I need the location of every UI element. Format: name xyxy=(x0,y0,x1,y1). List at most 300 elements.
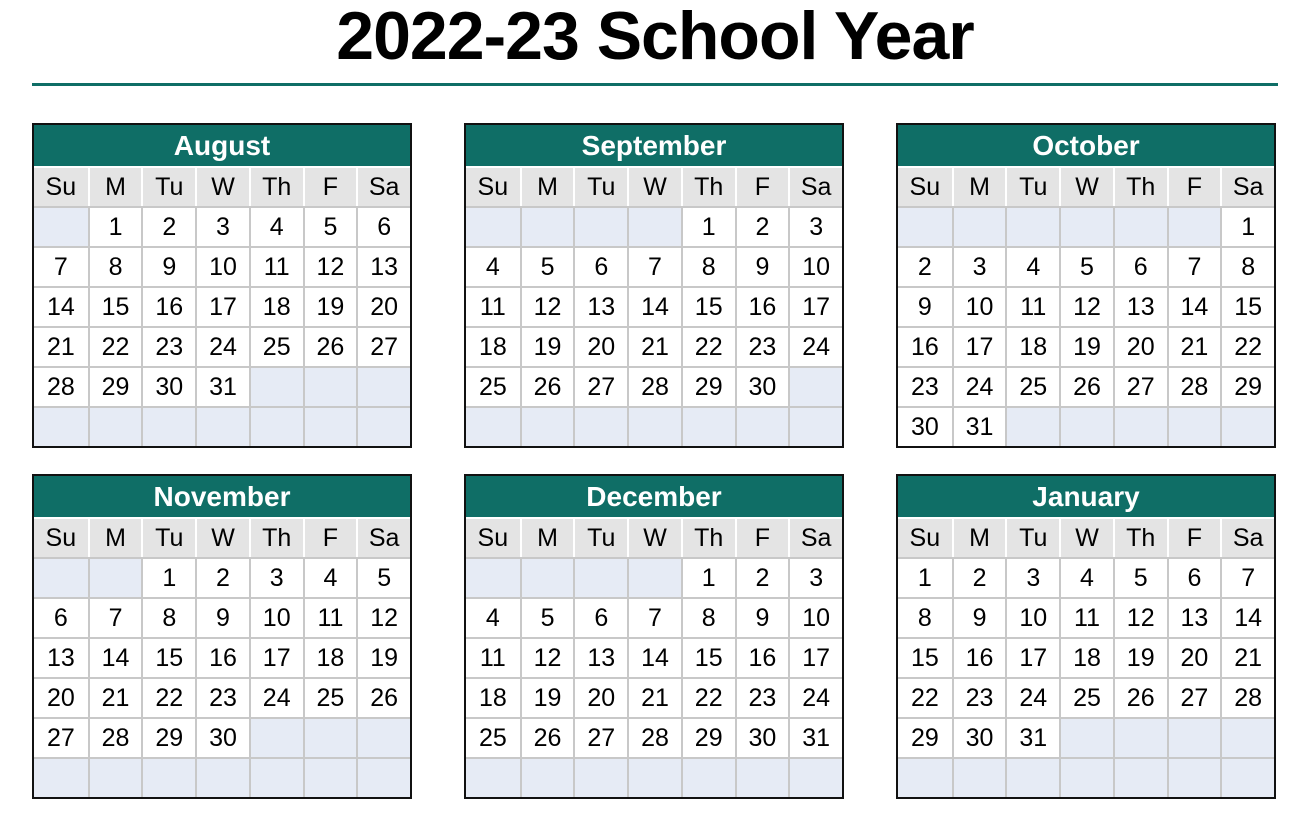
day-cell: 11 xyxy=(466,288,520,326)
empty-day-cell xyxy=(88,408,142,446)
month-weeks xyxy=(466,206,842,446)
day-cell: 24 xyxy=(952,368,1006,406)
empty-day-cell xyxy=(788,408,842,446)
week-row xyxy=(34,326,410,366)
weekday-label: M xyxy=(88,168,142,206)
weekday-label: Su xyxy=(477,524,509,552)
day-cell: 25 xyxy=(1059,679,1113,717)
day-cell: 22 xyxy=(141,679,195,717)
day-cell: 21 xyxy=(1220,639,1274,677)
day-cell: 24 xyxy=(788,328,842,366)
weekday-label: F xyxy=(735,519,789,557)
day-cell: 29 xyxy=(898,719,952,757)
day-cell: 30 xyxy=(735,719,789,757)
day-cell: 20 xyxy=(34,679,88,717)
month-weeks xyxy=(34,206,410,446)
month-name: December xyxy=(466,476,842,517)
day-cell: 24 xyxy=(195,328,249,366)
day-cell: 15 xyxy=(141,639,195,677)
week-row xyxy=(898,406,1274,446)
weekday-label: Th xyxy=(681,519,735,557)
day-cell: 27 xyxy=(1113,368,1167,406)
day-cell: 21 xyxy=(627,679,681,717)
day-cell: 16 xyxy=(735,639,789,677)
day-cell: 10 xyxy=(195,248,249,286)
day-cell: 29 xyxy=(681,719,735,757)
weekday-label: Tu xyxy=(1005,519,1059,557)
week-row xyxy=(34,757,410,797)
empty-day-cell xyxy=(34,759,88,797)
week-row xyxy=(466,406,842,446)
week-row xyxy=(34,366,410,406)
day-cell: 15 xyxy=(681,639,735,677)
day-cell: 2 xyxy=(952,559,1006,597)
day-cell: 8 xyxy=(1220,248,1274,286)
empty-day-cell xyxy=(1220,759,1274,797)
day-cell: 9 xyxy=(735,248,789,286)
day-cell: 21 xyxy=(34,328,88,366)
weekday-label: Tu xyxy=(1005,168,1059,206)
day-cell: 26 xyxy=(520,719,574,757)
week-row xyxy=(898,246,1274,286)
day-cell: 5 xyxy=(303,208,357,246)
day-cell: 29 xyxy=(681,368,735,406)
day-cell: 1 xyxy=(88,208,142,246)
weekday-label: W xyxy=(627,519,681,557)
weekday-label: F xyxy=(735,168,789,206)
empty-day-cell xyxy=(1167,408,1221,446)
weekday-label: F xyxy=(1167,168,1221,206)
day-cell: 8 xyxy=(898,599,952,637)
week-row xyxy=(898,366,1274,406)
day-cell: 15 xyxy=(1220,288,1274,326)
weekday-label: Su xyxy=(909,524,941,552)
day-cell: 31 xyxy=(788,719,842,757)
week-row xyxy=(466,286,842,326)
day-cell: 22 xyxy=(681,679,735,717)
day-cell: 17 xyxy=(195,288,249,326)
weekday-label: Sa xyxy=(1220,168,1274,206)
day-cell: 29 xyxy=(88,368,142,406)
day-cell: 23 xyxy=(141,328,195,366)
day-cell: 15 xyxy=(681,288,735,326)
day-cell: 12 xyxy=(520,639,574,677)
empty-day-cell xyxy=(520,208,574,246)
day-cell: 3 xyxy=(788,559,842,597)
month-calendar xyxy=(32,123,412,448)
day-cell: 21 xyxy=(1167,328,1221,366)
day-cell: 25 xyxy=(466,719,520,757)
week-row xyxy=(466,206,842,246)
day-cell: 13 xyxy=(573,288,627,326)
empty-day-cell xyxy=(466,408,520,446)
empty-day-cell xyxy=(34,559,88,597)
weekday-label: M xyxy=(952,519,1006,557)
day-cell: 1 xyxy=(1220,208,1274,246)
weekday-label: Th xyxy=(681,168,735,206)
month-weeks xyxy=(898,557,1274,797)
month-calendar xyxy=(32,474,412,799)
day-cell: 26 xyxy=(1059,368,1113,406)
day-cell: 14 xyxy=(1220,599,1274,637)
empty-day-cell xyxy=(466,208,520,246)
day-cell: 13 xyxy=(34,639,88,677)
day-cell: 10 xyxy=(788,248,842,286)
week-row xyxy=(34,677,410,717)
day-cell: 4 xyxy=(249,208,303,246)
day-cell: 19 xyxy=(1059,328,1113,366)
day-cell: 20 xyxy=(573,328,627,366)
weekday-label: F xyxy=(303,519,357,557)
day-cell: 3 xyxy=(1005,559,1059,597)
day-cell: 14 xyxy=(627,288,681,326)
empty-day-cell xyxy=(249,408,303,446)
day-cell: 27 xyxy=(1167,679,1221,717)
empty-day-cell xyxy=(735,759,789,797)
day-cell: 18 xyxy=(249,288,303,326)
day-cell: 31 xyxy=(1005,719,1059,757)
empty-day-cell xyxy=(627,759,681,797)
day-cell: 2 xyxy=(195,559,249,597)
weekday-label: W xyxy=(1059,168,1113,206)
empty-day-cell xyxy=(952,208,1006,246)
day-cell: 3 xyxy=(195,208,249,246)
day-cell: 5 xyxy=(1059,248,1113,286)
day-cell: 18 xyxy=(303,639,357,677)
day-cell: 10 xyxy=(1005,599,1059,637)
empty-day-cell xyxy=(303,368,357,406)
month-name: August xyxy=(34,125,410,166)
day-cell: 28 xyxy=(34,368,88,406)
day-cell: 21 xyxy=(627,328,681,366)
empty-day-cell xyxy=(1113,408,1167,446)
week-row xyxy=(34,206,410,246)
day-cell: 17 xyxy=(788,639,842,677)
empty-day-cell xyxy=(1005,759,1059,797)
empty-day-cell xyxy=(573,759,627,797)
day-cell: 17 xyxy=(788,288,842,326)
day-cell: 10 xyxy=(952,288,1006,326)
day-cell: 4 xyxy=(466,248,520,286)
day-cell: 7 xyxy=(627,248,681,286)
empty-day-cell xyxy=(520,408,574,446)
day-cell: 9 xyxy=(141,248,195,286)
day-cell: 11 xyxy=(249,248,303,286)
weekday-label: W xyxy=(627,168,681,206)
day-cell: 9 xyxy=(952,599,1006,637)
title-divider xyxy=(32,83,1278,86)
day-cell: 15 xyxy=(88,288,142,326)
week-row xyxy=(898,326,1274,366)
day-cell: 23 xyxy=(735,679,789,717)
empty-day-cell xyxy=(1220,408,1274,446)
day-cell: 6 xyxy=(573,599,627,637)
week-row xyxy=(466,757,842,797)
empty-day-cell xyxy=(735,408,789,446)
day-cell: 22 xyxy=(898,679,952,717)
day-cell: 29 xyxy=(141,719,195,757)
day-cell: 4 xyxy=(466,599,520,637)
day-cell: 13 xyxy=(573,639,627,677)
weekday-label: Su xyxy=(477,173,509,201)
empty-day-cell xyxy=(356,719,410,757)
empty-day-cell xyxy=(303,408,357,446)
day-cell: 30 xyxy=(952,719,1006,757)
day-cell: 14 xyxy=(1167,288,1221,326)
week-row xyxy=(34,557,410,597)
week-row xyxy=(34,637,410,677)
empty-day-cell xyxy=(1220,719,1274,757)
day-cell: 10 xyxy=(249,599,303,637)
day-cell: 19 xyxy=(303,288,357,326)
month-calendar xyxy=(464,474,844,799)
empty-day-cell xyxy=(466,559,520,597)
week-row xyxy=(466,597,842,637)
week-row xyxy=(34,597,410,637)
day-cell: 12 xyxy=(1059,288,1113,326)
empty-day-cell xyxy=(788,759,842,797)
month-name: November xyxy=(34,476,410,517)
day-cell: 24 xyxy=(1005,679,1059,717)
day-cell: 13 xyxy=(356,248,410,286)
weekday-label: W xyxy=(195,519,249,557)
day-cell: 3 xyxy=(249,559,303,597)
week-row xyxy=(898,206,1274,246)
weekday-header-row xyxy=(466,517,842,557)
day-cell: 26 xyxy=(303,328,357,366)
weekday-label: F xyxy=(303,168,357,206)
day-cell: 4 xyxy=(1005,248,1059,286)
empty-day-cell xyxy=(573,408,627,446)
day-cell: 23 xyxy=(735,328,789,366)
day-cell: 5 xyxy=(520,248,574,286)
empty-day-cell xyxy=(1059,759,1113,797)
weekday-label: Tu xyxy=(573,168,627,206)
empty-day-cell xyxy=(303,759,357,797)
day-cell: 28 xyxy=(627,719,681,757)
empty-day-cell xyxy=(520,559,574,597)
weekday-label: Sa xyxy=(356,168,410,206)
week-row xyxy=(466,677,842,717)
day-cell: 20 xyxy=(356,288,410,326)
empty-day-cell xyxy=(303,719,357,757)
day-cell: 12 xyxy=(356,599,410,637)
day-cell: 8 xyxy=(681,248,735,286)
weekday-label: M xyxy=(520,168,574,206)
day-cell: 13 xyxy=(1113,288,1167,326)
day-cell: 30 xyxy=(141,368,195,406)
empty-day-cell xyxy=(1167,208,1221,246)
day-cell: 26 xyxy=(520,368,574,406)
week-row xyxy=(898,637,1274,677)
day-cell: 15 xyxy=(898,639,952,677)
day-cell: 20 xyxy=(573,679,627,717)
day-cell: 22 xyxy=(88,328,142,366)
day-cell: 11 xyxy=(1005,288,1059,326)
day-cell: 7 xyxy=(1220,559,1274,597)
week-row xyxy=(466,326,842,366)
day-cell: 3 xyxy=(952,248,1006,286)
day-cell: 29 xyxy=(1220,368,1274,406)
empty-day-cell xyxy=(1059,408,1113,446)
day-cell: 28 xyxy=(627,368,681,406)
day-cell: 18 xyxy=(466,328,520,366)
empty-day-cell xyxy=(1167,759,1221,797)
page-title: 2022-23 School Year xyxy=(336,0,974,74)
empty-day-cell xyxy=(249,759,303,797)
weekday-label: Sa xyxy=(788,168,842,206)
day-cell: 7 xyxy=(34,248,88,286)
day-cell: 12 xyxy=(1113,599,1167,637)
month-calendar xyxy=(896,474,1276,799)
day-cell: 19 xyxy=(520,328,574,366)
empty-day-cell xyxy=(34,208,88,246)
day-cell: 6 xyxy=(573,248,627,286)
week-row xyxy=(466,557,842,597)
weekday-label: Tu xyxy=(141,168,195,206)
empty-day-cell xyxy=(1059,208,1113,246)
day-cell: 4 xyxy=(1059,559,1113,597)
week-row xyxy=(898,597,1274,637)
day-cell: 20 xyxy=(1167,639,1221,677)
empty-day-cell xyxy=(356,759,410,797)
day-cell: 27 xyxy=(34,719,88,757)
day-cell: 9 xyxy=(735,599,789,637)
day-cell: 3 xyxy=(788,208,842,246)
day-cell: 18 xyxy=(466,679,520,717)
day-cell: 14 xyxy=(34,288,88,326)
weekday-label: Tu xyxy=(573,519,627,557)
day-cell: 9 xyxy=(898,288,952,326)
day-cell: 7 xyxy=(627,599,681,637)
month-name: January xyxy=(898,476,1274,517)
empty-day-cell xyxy=(141,759,195,797)
day-cell: 12 xyxy=(520,288,574,326)
day-cell: 16 xyxy=(735,288,789,326)
weekday-label: Tu xyxy=(141,519,195,557)
weekday-header-row xyxy=(34,166,410,206)
day-cell: 18 xyxy=(1005,328,1059,366)
month-calendar xyxy=(464,123,844,448)
day-cell: 19 xyxy=(356,639,410,677)
day-cell: 25 xyxy=(1005,368,1059,406)
empty-day-cell xyxy=(1005,408,1059,446)
weekday-label: Th xyxy=(249,519,303,557)
day-cell: 1 xyxy=(141,559,195,597)
day-cell: 22 xyxy=(1220,328,1274,366)
week-row xyxy=(466,717,842,757)
week-row xyxy=(34,246,410,286)
weekday-label: Sa xyxy=(356,519,410,557)
day-cell: 5 xyxy=(356,559,410,597)
day-cell: 28 xyxy=(1220,679,1274,717)
empty-day-cell xyxy=(141,408,195,446)
day-cell: 25 xyxy=(466,368,520,406)
empty-day-cell xyxy=(1167,719,1221,757)
weekday-label: Th xyxy=(1113,168,1167,206)
weekday-label: M xyxy=(520,519,574,557)
day-cell: 16 xyxy=(898,328,952,366)
day-cell: 13 xyxy=(1167,599,1221,637)
empty-day-cell xyxy=(249,368,303,406)
day-cell: 17 xyxy=(952,328,1006,366)
month-name: October xyxy=(898,125,1274,166)
day-cell: 23 xyxy=(952,679,1006,717)
day-cell: 9 xyxy=(195,599,249,637)
weekday-label: W xyxy=(1059,519,1113,557)
day-cell: 6 xyxy=(1167,559,1221,597)
day-cell: 30 xyxy=(195,719,249,757)
empty-day-cell xyxy=(952,759,1006,797)
weekday-label: Th xyxy=(249,168,303,206)
empty-day-cell xyxy=(356,368,410,406)
empty-day-cell xyxy=(195,408,249,446)
empty-day-cell xyxy=(788,368,842,406)
day-cell: 23 xyxy=(195,679,249,717)
day-cell: 17 xyxy=(249,639,303,677)
weekday-header-row xyxy=(34,517,410,557)
day-cell: 28 xyxy=(88,719,142,757)
empty-day-cell xyxy=(195,759,249,797)
week-row xyxy=(466,366,842,406)
day-cell: 2 xyxy=(735,208,789,246)
empty-day-cell xyxy=(1113,759,1167,797)
empty-day-cell xyxy=(88,759,142,797)
day-cell: 27 xyxy=(356,328,410,366)
day-cell: 16 xyxy=(141,288,195,326)
day-cell: 17 xyxy=(1005,639,1059,677)
day-cell: 2 xyxy=(735,559,789,597)
week-row xyxy=(466,637,842,677)
empty-day-cell xyxy=(573,559,627,597)
day-cell: 2 xyxy=(141,208,195,246)
empty-day-cell xyxy=(520,759,574,797)
day-cell: 24 xyxy=(788,679,842,717)
empty-day-cell xyxy=(88,559,142,597)
month-weeks xyxy=(898,206,1274,446)
week-row xyxy=(466,246,842,286)
empty-day-cell xyxy=(1005,208,1059,246)
day-cell: 6 xyxy=(356,208,410,246)
weekday-label: Su xyxy=(909,173,941,201)
day-cell: 7 xyxy=(88,599,142,637)
day-cell: 5 xyxy=(520,599,574,637)
weekday-label: Su xyxy=(45,524,77,552)
weekday-label: M xyxy=(952,168,1006,206)
day-cell: 11 xyxy=(466,639,520,677)
day-cell: 30 xyxy=(898,408,952,446)
empty-day-cell xyxy=(1113,719,1167,757)
month-weeks xyxy=(466,557,842,797)
day-cell: 21 xyxy=(88,679,142,717)
day-cell: 24 xyxy=(249,679,303,717)
day-cell: 7 xyxy=(1167,248,1221,286)
day-cell: 6 xyxy=(1113,248,1167,286)
day-cell: 1 xyxy=(681,559,735,597)
weekday-label: Su xyxy=(45,173,77,201)
weekday-label: F xyxy=(1167,519,1221,557)
week-row xyxy=(34,717,410,757)
weekday-label: M xyxy=(88,519,142,557)
day-cell: 20 xyxy=(1113,328,1167,366)
day-cell: 5 xyxy=(1113,559,1167,597)
empty-day-cell xyxy=(627,408,681,446)
day-cell: 28 xyxy=(1167,368,1221,406)
day-cell: 25 xyxy=(303,679,357,717)
day-cell: 10 xyxy=(788,599,842,637)
day-cell: 6 xyxy=(34,599,88,637)
day-cell: 12 xyxy=(303,248,357,286)
